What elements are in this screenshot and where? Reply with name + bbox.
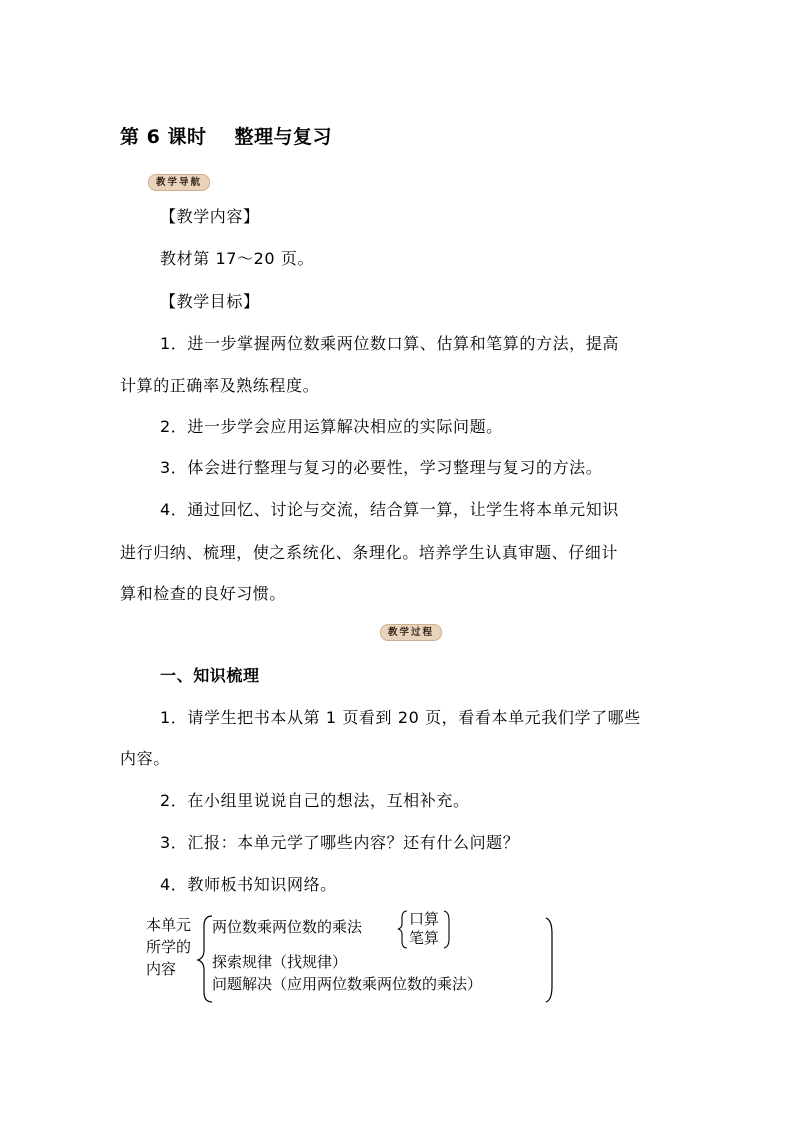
diagram-root-line-1: 本单元 (146, 916, 192, 934)
lesson-topic: 整理与复习 (234, 126, 332, 148)
step-3: 3．汇报：本单元学了哪些内容？还有什么问题？ (160, 833, 520, 852)
sub-left-brace (398, 911, 407, 948)
step-1-line-1: 1．请学生把书本从第 1 页看到 20 页，看看本单元我们学了哪些 (160, 708, 641, 727)
goals-heading: 【教学目标】 (160, 292, 260, 311)
goal-4-line-1: 4．通过回忆、讨论与交流，结合算一算，让学生将本单元知识 (160, 500, 619, 519)
lesson-number: 第 6 课时 (120, 126, 207, 148)
step-4: 4．教师板书知识网络。 (160, 875, 337, 894)
goal-4-line-2: 进行归纳、梳理，使之系统化、条理化。培养学生认真审题、仔细计 (120, 543, 619, 562)
diagram-branch-1-sub-2: 笔算 (409, 929, 440, 947)
main-left-brace (198, 916, 212, 1002)
goal-3: 3．体会进行整理与复习的必要性，学习整理与复习的方法。 (160, 458, 603, 477)
diagram-branch-3: 问题解决（应用两位数乘两位数的乘法） (212, 975, 483, 993)
diagram-root-line-3: 内容 (146, 960, 177, 978)
step-1-line-2: 内容。 (120, 749, 170, 768)
teaching-guide-badge: 教学导航 (148, 174, 210, 191)
diagram-branch-1-sub-1: 口算 (409, 910, 440, 928)
content-heading: 【教学内容】 (160, 207, 260, 226)
section-1-heading: 一、知识梳理 (160, 666, 260, 685)
goal-4-line-3: 算和检查的良好习惯。 (120, 584, 287, 603)
diagram-branch-2: 探索规律（找规律） (212, 953, 348, 971)
diagram-branch-1: 两位数乘两位数的乘法 (212, 918, 363, 936)
diagram-root-line-2: 所学的 (146, 938, 192, 956)
content-text: 教材第 17～20 页。 (160, 249, 315, 268)
step-2: 2．在小组里说说自己的想法，互相补充。 (160, 791, 470, 810)
goal-1-line-1: 1．进一步掌握两位数乘两位数口算、估算和笔算的方法，提高 (160, 334, 619, 353)
main-right-bracket (546, 918, 552, 1002)
teaching-process-badge: 教学过程 (380, 624, 442, 641)
goal-2: 2．进一步学会应用运算解决相应的实际问题。 (160, 417, 503, 436)
sub-right-bracket (444, 911, 449, 948)
goal-1-line-2: 计算的正确率及熟练程度。 (120, 376, 320, 395)
